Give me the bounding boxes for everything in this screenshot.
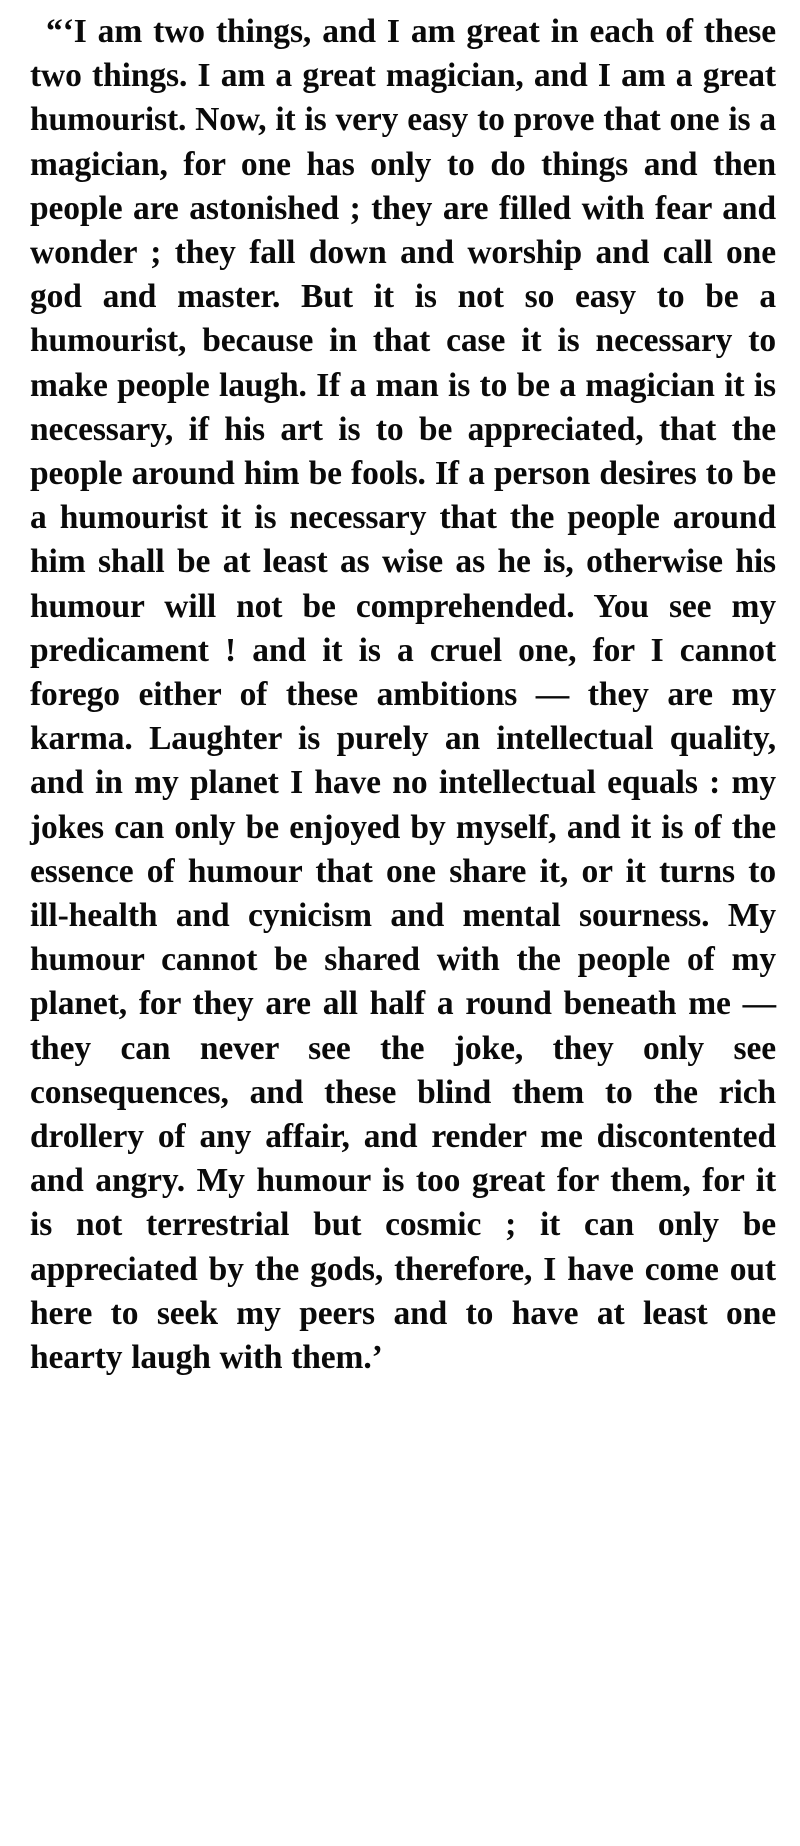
page-paragraph: “‘I am two things, and I am great in each of these two things. I am a great magician, and I am a great humourist. Now, it is very easy to prove that one is a magician, for one has only to do things and then people are astonished ; they are filled with fear and wonder ; they fall down and worship and call one god and master. But it is not so easy to be a humourist, because in that case it is necessary to make people laugh. If a man is to be a magician it is necessary, if his art is to be appreciated, that the people around him be fools. If a person desires to be a humourist it is necessary that the people around him shall be at least as wise as he is, otherwise his humour will not be comprehended. You see my predicament ! and it is a cruel one, for I cannot forego either of these ambitions — they are my karma. Laughter is purely an intellectual quality, and in my planet I have no intellectual equals : my jokes can only be enjoyed by myself, and it is of the essence of humour that one share it, or it turns to ill-health and cynicism and mental sourness. My humour cannot be shared with the people of my planet, for they are all half a round beneath me — they can never see the joke, they only see consequences, and these blind them to the rich drollery of any affair, and render me discontented and angry. My humour is too great for them, for it is not terrestrial but cosmic ; it can only be appreciated by the gods, therefore, I have come out here to seek my peers and to have at least one hearty laugh with them.’ [30, 13, 776, 1377]
